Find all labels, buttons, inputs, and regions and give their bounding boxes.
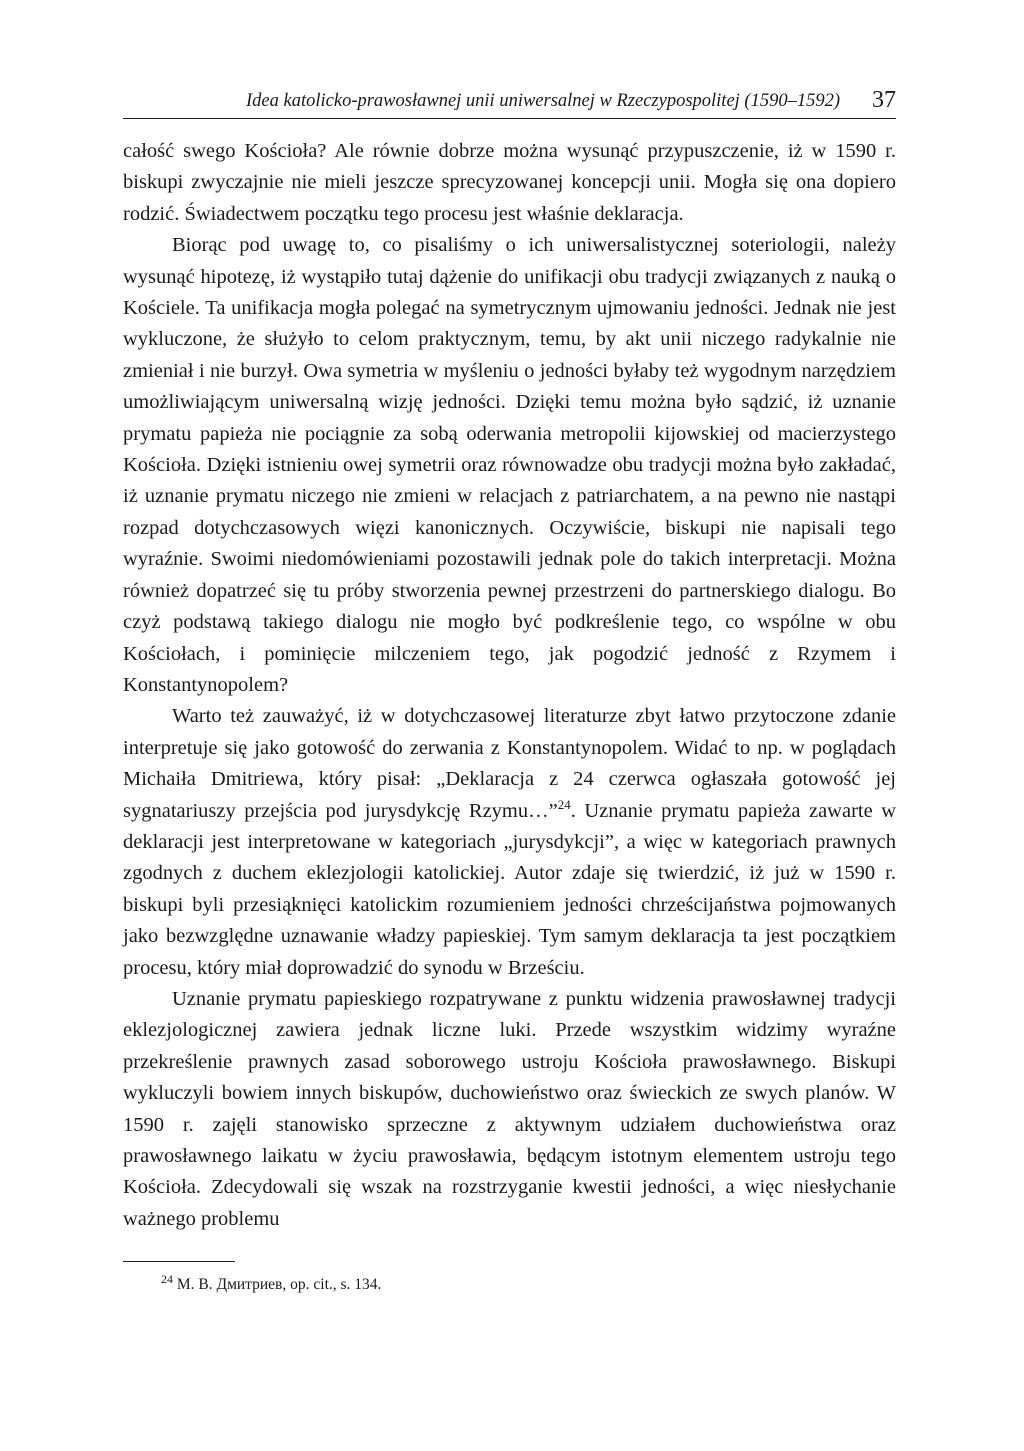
paragraph-2-text: Biorąc pod uwagę to, co pisaliśmy o ich uniwersalistycznej soteriologii, należy wysunąć hipotezę, iż wystąpiło tutaj dążenie do unifikacji obu tradycji związanych z nauką o Kościele. Ta unifikacja mogła polegać na symetrycznym ujmowaniu jedności. Jednak nie jest wykluczone, że służyło to celom praktycznym, temu, by akt unii niczego radykalnie nie zmieniał i nie burzył. Owa symetria w myśleniu o jedności byłaby też wygodnym narzędziem umożliwiającym uniwersalną wizję jedności. Dzięki temu można było sądzić, iż uznanie prymatu papieża nie pociągnie za sobą oderwania metropolii kijowskiej od macierzystego Kościoła. Dzięki istnieniu owej symetrii oraz równowadze obu tradycji można było zakładać, iż uznanie prymatu niczego nie zmieni w relacjach z patriarchatem, a na pewno nie nastąpi rozpad dotychczasowych więzi kanonicznych. Oczywiście, biskupi nie napisali tego wyraźnie. Swoimi niedomówieniami pozostawili jednak pole do takich interpretacji. Można również dopatrzeć się tu próby stworzenia pewnej przestrzeni do partnerskiego dialogu. Bo czyż podstawą takiego dialogu nie mogło być podkreślenie tego, co wspólne w obu Kościołach, i pominięcie milczeniem tego, jak pogodzić jedność z Rzymem i Konstantynopolem? xyxy=(123,234,896,696)
paragraph-1 xyxy=(123,136,896,230)
paragraph-3-text-continued: . Uznanie prymatu papieża zawarte w deklaracji jest interpretowane w kategoriach „jurysdykcji”, a więc w kategoriach prawnych zgodnych z duchem eklezjologii katolickiej. Autor zdaje się twierdzić, iż już w 1590 r. biskupi byli przesiąknięci katolickim rozumieniem jedności chrześcijaństwa pojmowanych jako bezwzględne uznawanie władzy papieskiej. Tym samym deklaracja ta jest początkiem procesu, który miał doprowadzić do synodu w Brześciu. xyxy=(123,799,896,979)
footnote xyxy=(161,1272,896,1294)
paragraph-3 xyxy=(123,701,896,984)
footnote-number: 24 xyxy=(161,1272,173,1287)
paragraph-4 xyxy=(123,984,896,1235)
page-number: 37 xyxy=(872,87,896,113)
footnote-reference: 24 xyxy=(557,796,571,812)
footnote-text: М. В. Дмитриев, op. cit., s. 134. xyxy=(176,1276,382,1294)
page xyxy=(123,88,896,1294)
paragraph-4-text: Uznanie prymatu papieskiego rozpatrywane z punktu widzenia prawosławnej tradycji eklezjologicznej zawiera jednak liczne luki. Przede wszystkim widzimy wyraźne przekreślenie prawnych zasad soborowego ustroju Kościoła prawosławnego. Biskupi wykluczyli bowiem innych biskupów, duchowieństwo oraz świeckich ze swych planów. W 1590 r. zajęli stanowisko sprzeczne z aktywnym udziałem duchowieństwa oraz prawosławnego laikatu w życiu prawosławia, będącym istotnym elementem ustroju tego Kościoła. Zdecydowali się wszak na rozstrzyganie kwestii jedności, a więc niesłychanie ważnego problemu xyxy=(123,987,896,1230)
running-title: Idea katolicko-prawosławnej unii uniwersalnej w Rzeczypospolitej (1590–1592) xyxy=(246,91,840,111)
paragraph-2 xyxy=(123,230,896,701)
footnote-divider xyxy=(123,1261,235,1262)
body-text xyxy=(123,136,896,1235)
paragraph-1-text: całość swego Kościoła? Ale równie dobrze można wysunąć przypuszczenie, iż w 1590 r. biskupi zwyczajnie nie mieli jeszcze sprecyzowanej koncepcji unii. Mogła się ona dopiero rodzić. Świadectwem początku tego procesu jest właśnie deklaracja. xyxy=(123,140,896,225)
paragraph-3-text: Warto też zauważyć, iż w dotychczasowej literaturze zbyt łatwo przytoczone zdanie interpretuje się jako gotowość do zerwania z Konstantynopolem. Widać to np. w poglądach Michaiła Dmitriewa, który pisał: „Deklaracja z 24 czerwca ogłaszała gotowość jej sygnatariuszy przejścia pod jurysdykcję Rzymu…” xyxy=(123,705,896,822)
running-head xyxy=(123,88,896,119)
